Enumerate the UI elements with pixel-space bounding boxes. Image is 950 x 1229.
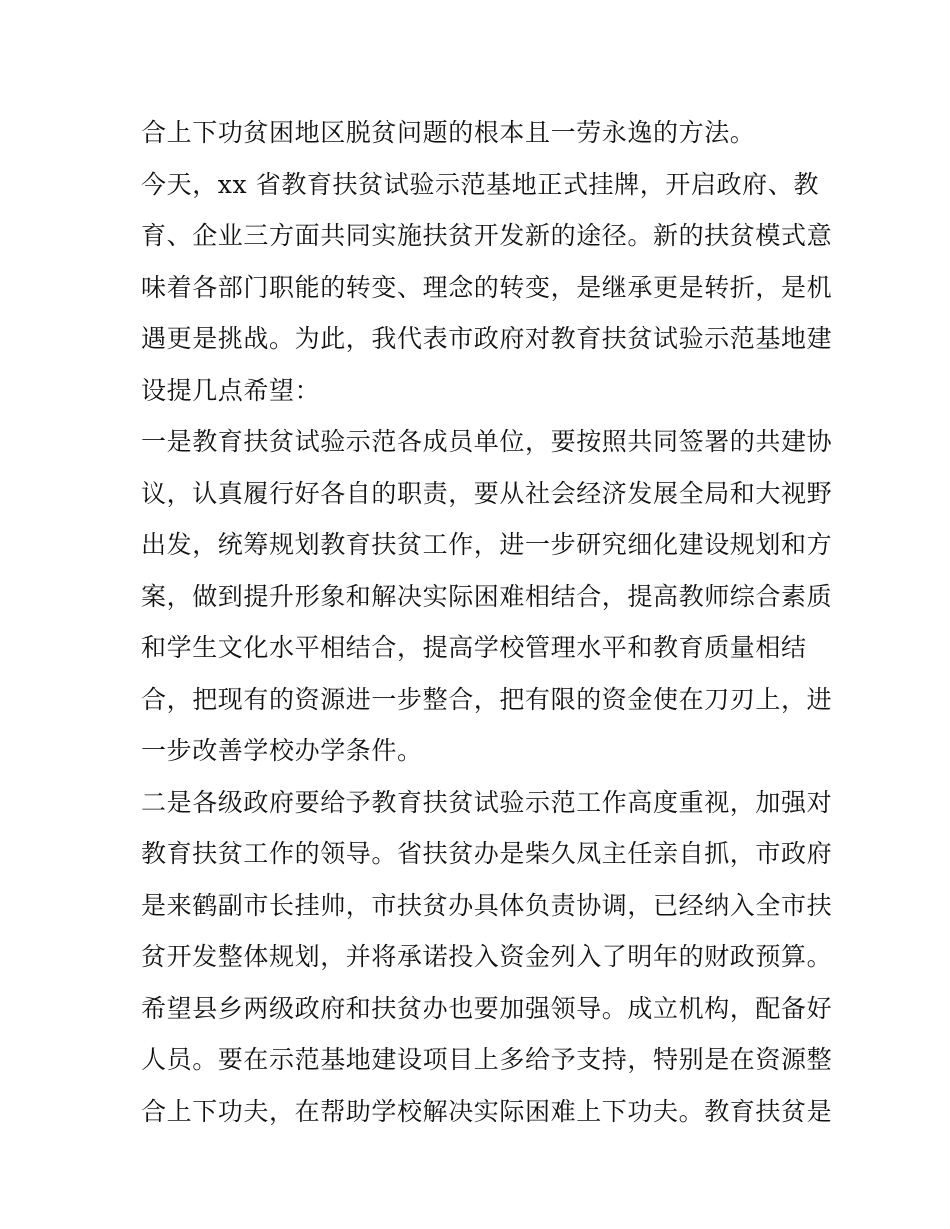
text-line: 遇更是挑战。为此，我代表市政府对教育扶贫试验示范基地建 [141,324,833,353]
text-line: 出发，统筹规划教育扶贫工作，进一步研究细化建设规划和方 [141,530,833,559]
text-line: 教育扶贫工作的领导。省扶贫办是柴久凤主任亲自抓，市政府 [141,839,833,868]
text-line: 味着各部门职能的转变、理念的转变，是继承更是转折，是机 [141,272,833,302]
text-line: 案，做到提升形象和解决实际困难相结合，提高教师综合素质 [141,581,833,611]
text-line: 合上下功夫，在帮助学校解决实际困难上下功夫。教育扶贫是 [141,1096,833,1126]
text-line: 贫开发整体规划，并将承诺投入资金列入了明年的财政预算。 [141,942,833,971]
text-line: 二是各级政府要给予教育扶贫试验示范工作高度重视，加强对 [141,787,833,817]
text-line: 今天，xx 省教育扶贫试验示范基地正式挂牌，开启政府、教 [141,169,819,199]
text-line: 育、企业三方面共同实施扶贫开发新的途径。新的扶贫模式意 [141,221,833,250]
text-line: 一是教育扶贫试验示范各成员单位，要按照共同签署的共建协 [141,427,833,456]
text-line: 合，把现有的资源进一步整合，把有限的资金使在刀刃上，进 [141,684,833,714]
text-line: 人员。要在示范基地建设项目上多给予支持，特别是在资源整 [141,1045,833,1074]
document-body [141,107,833,1137]
text-line: 议，认真履行好各自的职责，要从社会经济发展全局和大视野 [141,478,833,508]
text-line: 一步改善学校办学条件。 [141,736,423,765]
text-line: 希望县乡两级政府和扶贫办也要加强领导。成立机构，配备好 [141,993,833,1023]
text-line: 是来鹤副市长挂帅，市扶贫办具体负责协调，已经纳入全市扶 [141,890,833,920]
text-line: 和学生文化水平相结合，提高学校管理水平和教育质量相结 [141,633,807,662]
text-line: 设提几点希望： [141,375,321,405]
text-line: 合上下功贫困地区脱贫问题的根本且一劳永逸的方法。 [141,118,756,147]
